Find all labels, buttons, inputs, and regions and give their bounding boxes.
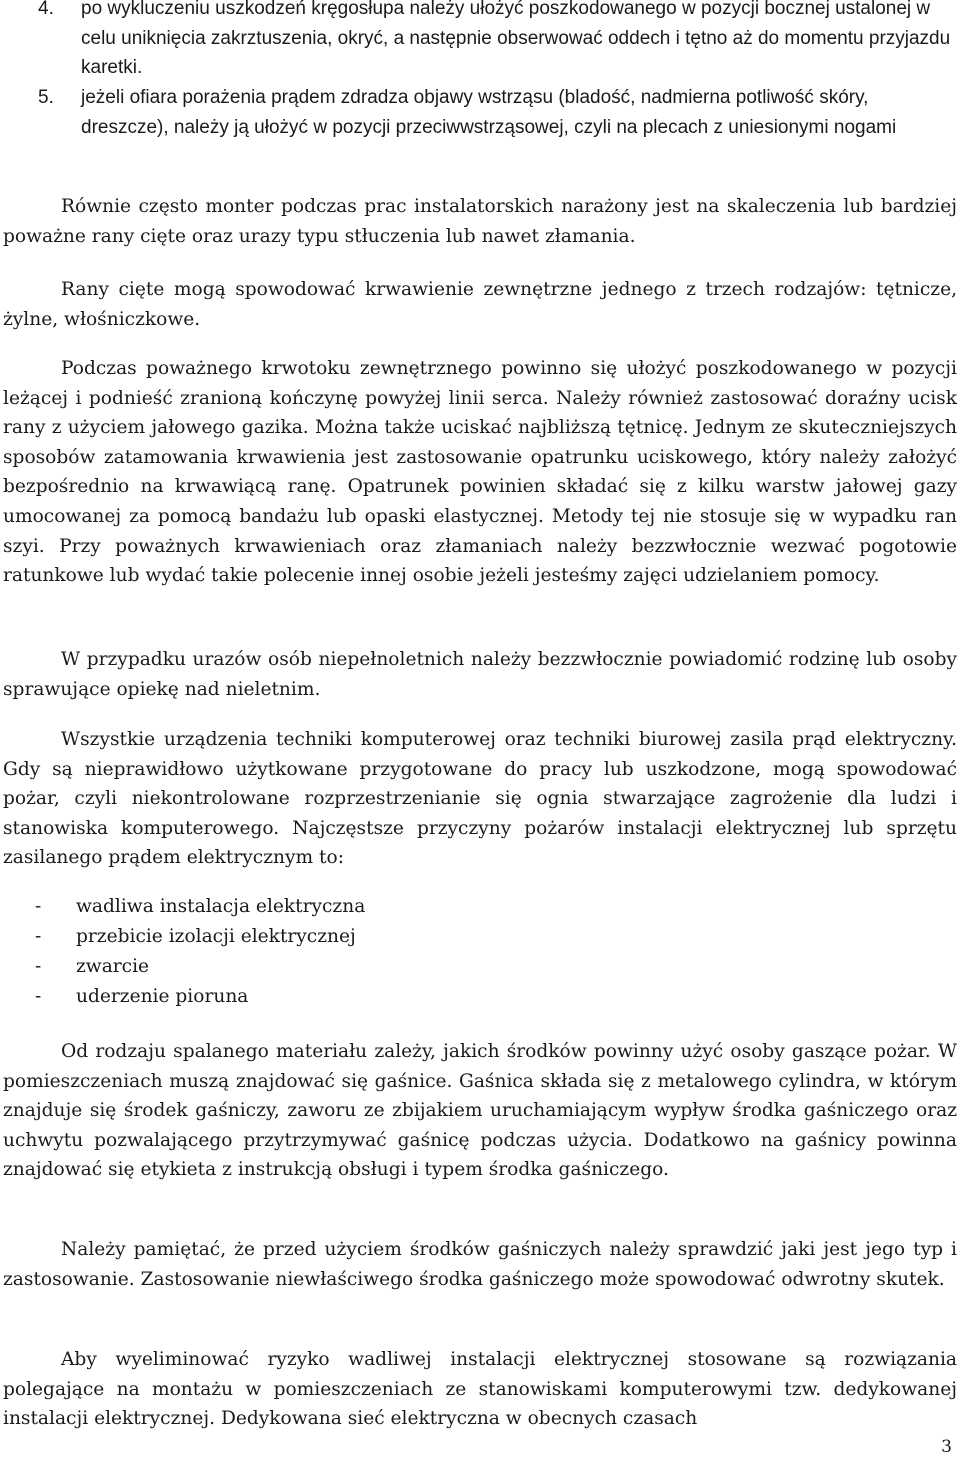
dash-marker: - [35,896,42,917]
list-number: 4. [38,0,54,19]
cause-text: zwarcie [76,956,150,977]
paragraph-extinguisher-check: Należy pamiętać, że przed użyciem środków gaśniczych należy sprawdzić jaki jest jego typ i zastosowanie. Zastosowanie niewłaściwego środka gaśniczego może spowodować odwrotny skutek. [3,1239,957,1290]
paragraph-bleeding-types: Rany cięte mogą spowodować krwawienie zewnętrzne jednego z trzech rodzajów: tętnicze, żylne, włośniczkowe. [3,279,957,330]
list-item-4 [38,0,954,83]
list-text: po wykluczeniu uszkodzeń kręgosłupa należy ułożyć poszkodowanego w pozycji bocznej ustalonej w celu uniknięcia zakrztuszenia, okryć, a następnie obserwować oddech i tętno aż do momentu przyjazdu karetki. [81,0,951,78]
paragraph-injuries: Równie często monter podczas prac instalatorskich narażony jest na skaleczenia lub bardziej poważne rany cięte oraz urazy typu stłuczenia lub nawet złamania. [3,196,957,247]
paragraph-first-aid: Podczas poważnego krwotoku zewnętrznego powinno się ułożyć poszkodowanego w pozycji leżącej i podnieść zranioną kończynę powyżej linii serca. Należy również zastosować doraźny ucisk rany z użyciem jałowego gazika. Można także uciskać najbliższą tętnicę. Jednym ze skuteczniejszych sposobów zatamowania krwawienia jest zastosowanie opatrunku uciskowego, który należy założyć bezpośrednio na krwawiącą ranę. Opatrunek powinien składać się z kilku warstw jałowej gazy umocowanej za pomocą bandażu lub opaski elastycznej. Metody tej nie stosuje się w wypadku ran szyi. Przy poważnych krwawieniach oraz złamaniach należy bezzwłocznie wezwać pogotowie ratunkowe lub wydać takie polecenie innej osobie jeżeli jesteśmy zajęci udzielaniem pomocy. [3,358,957,587]
dash-marker: - [35,956,42,977]
paragraph-fire-causes: Wszystkie urządzenia techniki komputerowej oraz techniki biurowej zasila prąd elektryczny. Gdy są nieprawidłowo użytkowane przygotowane do pracy lub uszkodzone, mogą spowodować pożar, czyli niekontrolowane rozprzestrzenianie się ognia stwarzające zagrożenie dla ludzi i stanowiska komputerowego. Najczęstsze przyczyny pożarów instalacji elektrycznej lub sprzętu zasilanego prądem elektrycznym to: [3,729,957,869]
paragraph-dedicated-installation: Aby wyeliminować ryzyko wadliwej instalacji elektrycznej stosowane są rozwiązania polegające na montażu w pomieszczeniach ze stanowiskami komputerowymi tzw. dedykowanej instalacji elektrycznej. Dedykowana sieć elektryczna w obecnych czasach [3,1349,957,1430]
cause-text: wadliwa instalacja elektryczna [76,896,366,917]
list-text: jeżeli ofiara porażenia prądem zdradza objawy wstrząsu (bladość, nadmierna potliwość skóry, dreszcze), należy ją ułożyć w pozycji przeciwwstrząsowej, czyli na plecach z uniesionymi nogami [81,87,897,138]
list-number: 5. [38,87,54,108]
paragraph-extinguishers: Od rodzaju spalanego materiału zależy, jakich środków powinny użyć osoby gaszące pożar. W pomieszczeniach muszą znajdować się gaśnice. Gaśnica składa się z metalowego cylindra, w którym znajduje się środek gaśniczy, zaworu ze zbijakiem uruchamiającym wypływ środka gaśniczego oraz uchwytu pozwalającego przytrzymywać gaśnicę podczas użycia. Dodatkowo na gaśnicy powinna znajdować się etykieta z instrukcją obsługi i typem środka gaśniczego. [3,1041,957,1181]
dash-marker: - [35,986,42,1007]
dash-marker: - [35,926,42,947]
paragraph-minors: W przypadku urazów osób niepełnoletnich należy bezzwłocznie powiadomić rodzinę lub osoby sprawujące opiekę nad nieletnim. [3,649,957,700]
list-item-5 [38,83,954,142]
cause-text: uderzenie pioruna [76,986,249,1007]
cause-text: przebicie izolacji elektrycznej [76,926,356,947]
page-number: 3 [941,1437,952,1457]
